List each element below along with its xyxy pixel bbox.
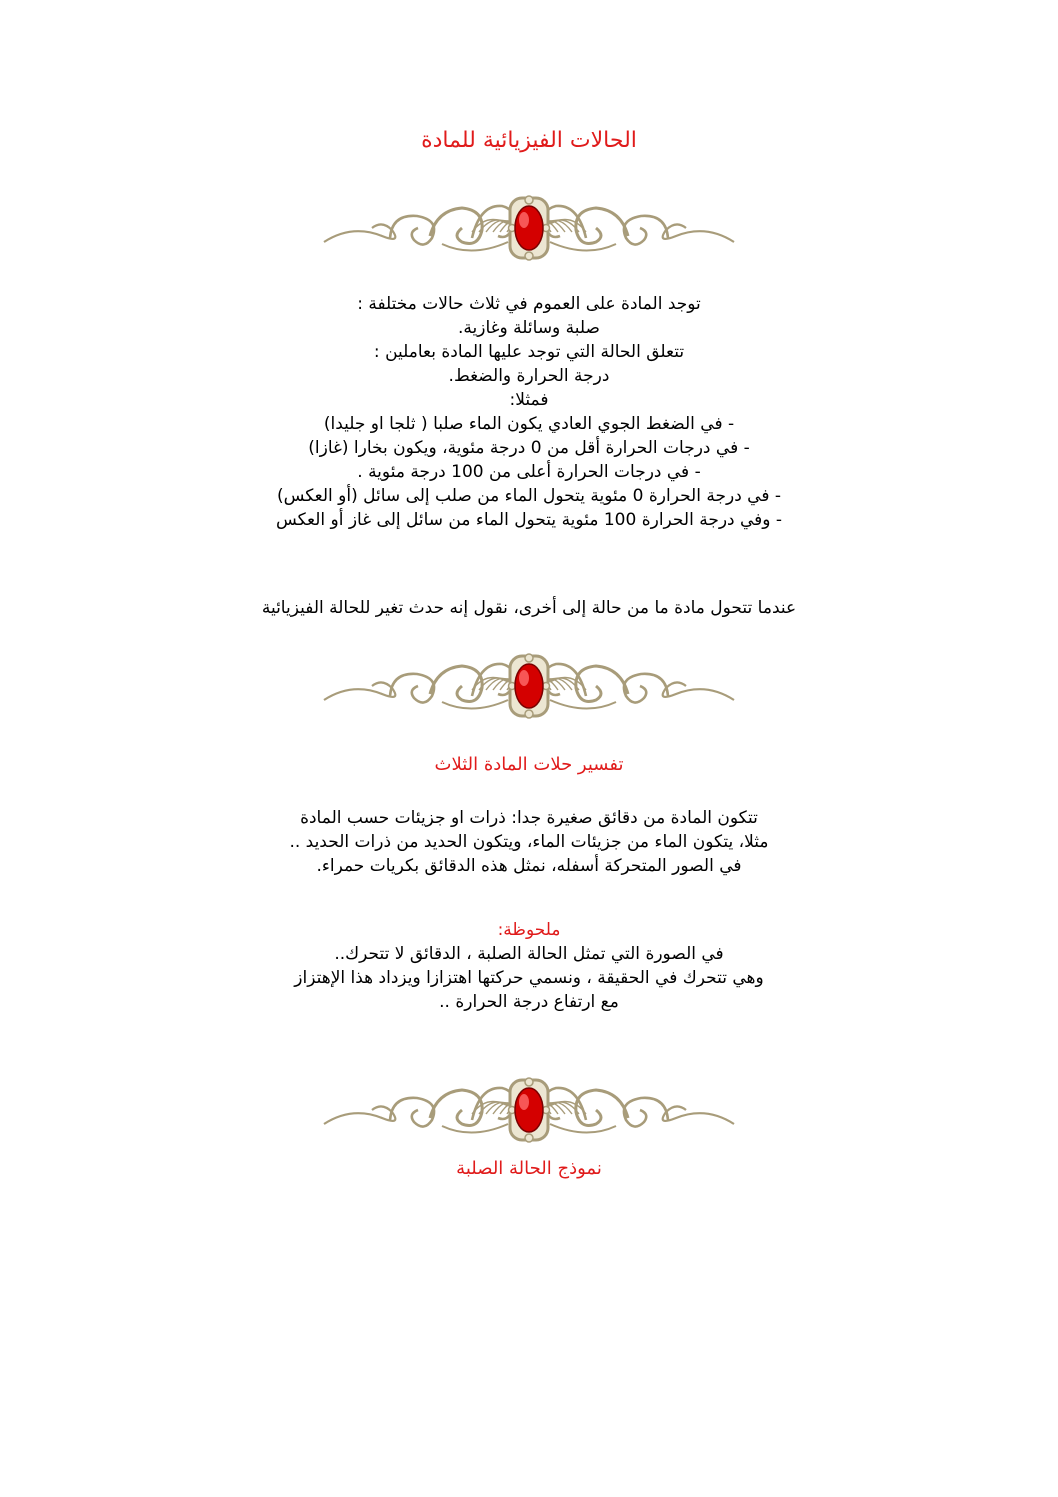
- section-heading-solid-model: نموذج الحالة الصلبة: [456, 1158, 602, 1179]
- ruby-scroll-divider: [322, 652, 736, 722]
- intro-line: (في درجات الحرارة أقل من 0 درجة مئوية، ويكون بخارا (غازا -: [308, 438, 750, 458]
- note-line: .. مع ارتفاع درجة الحرارة: [439, 992, 619, 1012]
- explanation-line: .في الصور المتحركة أسفله، نمثل هذه الدقائق بكريات حمراء: [316, 856, 742, 876]
- intro-line: : توجد المادة على العموم في ثلاث حالات مختلفة: [357, 294, 701, 314]
- physical-change-paragraph: [0, 596, 1058, 620]
- note-line: ..في الصورة التي تمثل الحالة الصلبة ، الدقائق لا تتحرك: [334, 944, 724, 964]
- intro-line: وفي درجة الحرارة 100 مئوية يتحول الماء من سائل إلى غاز أو العكس -: [275, 510, 783, 530]
- intro-line: :فمثلا: [509, 390, 549, 410]
- ruby-scroll-divider: [322, 1076, 736, 1146]
- note-label: :ملحوظة: [497, 920, 561, 940]
- intro-line: .صلبة وسائلة وغازية: [458, 318, 600, 338]
- note-paragraph: [0, 918, 1058, 1014]
- intro-paragraph: [0, 292, 1058, 532]
- physical-change-line: عندما تتحول مادة ما من حالة إلى أخرى، نقول إنه حدث تغير للحالة الفيزيائية: [261, 598, 797, 618]
- page-title: الحالات الفيزيائية للمادة: [421, 128, 637, 153]
- intro-line: (في درجة الحرارة 0 مئوية يتحول الماء من صلب إلى سائل (أو العكس -: [276, 486, 782, 506]
- section-heading-explanation: تفسير حلات المادة الثلاث: [434, 754, 624, 775]
- intro-line: : تتعلق الحالة التي توجد عليها المادة بعاملين: [373, 342, 685, 362]
- intro-line: . في درجات الحرارة أعلى من 100 درجة مئوية -: [357, 462, 701, 482]
- explanation-line: تتكون المادة من دقائق صغيرة جدا: ذرات او جزيئات حسب المادة: [300, 808, 758, 828]
- ruby-scroll-divider: [322, 194, 736, 264]
- intro-line: (في الضغط الجوي العادي يكون الماء صلبا ( ثلجا او جليدا -: [323, 414, 735, 434]
- note-line: وهي تتحرك في الحقيقة ، ونسمي حركتها اهتزازا ويزداد هذا الإهتزاز: [294, 968, 764, 988]
- explanation-paragraph: [0, 806, 1058, 878]
- explanation-line: .. مثلا، يتكون الماء من جزيئات الماء، ويتكون الحديد من ذرات الحديد: [289, 832, 769, 852]
- intro-line: .درجة الحرارة والضغط: [448, 366, 610, 386]
